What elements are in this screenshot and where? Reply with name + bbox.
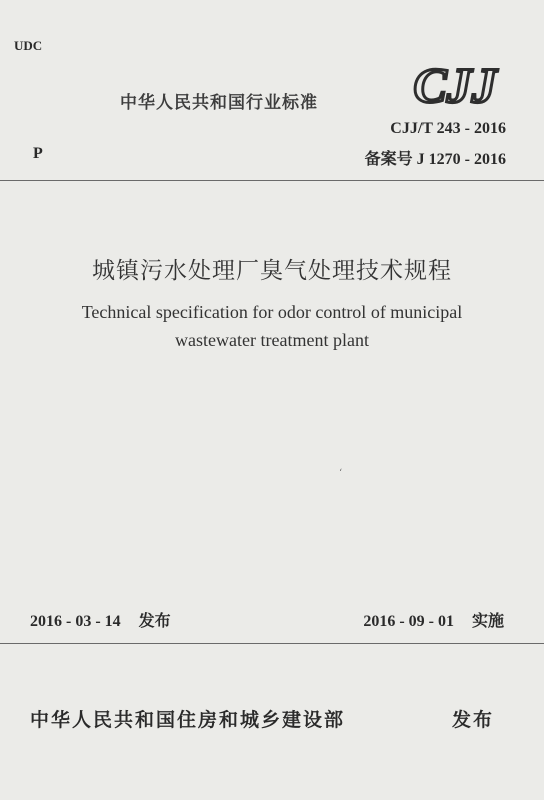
print-speck: ʻ: [339, 468, 343, 479]
cjj-logo: [404, 58, 506, 110]
record-number: 备案号 J 1270 - 2016: [364, 151, 506, 168]
effective-date: 2016 - 09 - 01: [363, 613, 454, 630]
bottom-divider: [0, 643, 544, 644]
title-english-line2: wastewater treatment plant: [175, 330, 369, 350]
udc-label: UDC: [14, 38, 43, 53]
title-english-line1: Technical specification for odor control of municipal: [81, 302, 463, 322]
standard-number: CJJ/T 243 - 2016: [390, 120, 506, 137]
top-divider: [0, 180, 544, 181]
effective-label: 实施: [471, 611, 504, 630]
title-chinese: 城镇污水处理厂臭气处理技术规程: [92, 258, 452, 284]
issue-label: 发布: [138, 611, 171, 630]
classification-code: P: [33, 145, 43, 162]
issue-date-row: [30, 608, 171, 631]
issue-date: 2016 - 03 - 14: [30, 613, 121, 630]
standard-category: 中华人民共和国行业标准: [120, 93, 318, 113]
publisher-name: 中华人民共和国住房和城乡建设部: [30, 709, 346, 731]
publisher-label: 发布: [451, 709, 494, 731]
logo-text: CJJ: [413, 58, 497, 110]
effective-date-row: [363, 608, 504, 631]
